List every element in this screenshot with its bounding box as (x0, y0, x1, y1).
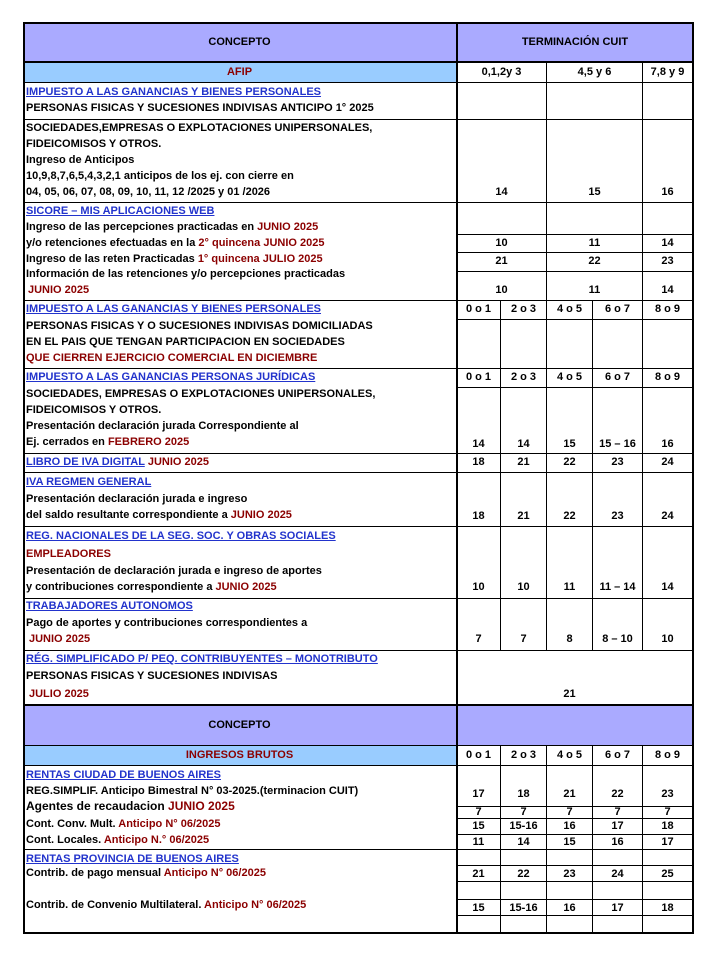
caba-v1-67: 22 (611, 788, 624, 800)
seg-soc-title[interactable]: REG. NACIONALES DE LA SEG. SOC. Y OBRAS SOCIALES (26, 530, 336, 542)
sicore-title[interactable]: SICORE – MIS APLICACIONES WEB (26, 205, 215, 217)
tax-calendar-table (23, 22, 694, 934)
sicore-line2: y/o retenciones efectuadas en la 2° quincena JUNIO 2025 (26, 237, 325, 249)
gbp2-col-01: 0 o 1 (465, 303, 492, 315)
sicore-r2-0123: 21 (495, 255, 508, 267)
monotributo-line2: JULIO 2025 (29, 688, 89, 700)
iva-01: 18 (472, 510, 485, 522)
caba-line1: REG.SIMPLIF. Anticipo Bimestral N° 03-2025.(terminacion CUIT) (26, 785, 359, 797)
caba-v3-23: 15-16 (509, 820, 538, 832)
pba-title[interactable]: RENTAS PROVINCIA DE BUENOS AIRES (26, 853, 239, 865)
pba-line2: Contrib. de Convenio Multilateral. Anticipo N° 06/2025 (26, 899, 307, 911)
caba-v2-01: 7 (475, 806, 482, 818)
caba-v1-89: 23 (661, 788, 674, 800)
sociedades-value-789: 16 (661, 186, 674, 198)
gpj-line4: Ej. cerrados en FEBRERO 2025 (26, 436, 190, 448)
gpj-col-45: 4 o 5 (556, 371, 583, 383)
caba-v1-45: 21 (563, 788, 576, 800)
sicore-line5: JUNIO 2025 (28, 284, 90, 296)
header-concepto: CONCEPTO (208, 36, 271, 48)
caba-v3-67: 17 (611, 820, 624, 832)
sociedades-line1: SOCIEDADES,EMPRESAS O EXPLOTACIONES UNIPERSONALES, (26, 122, 373, 134)
pba-v1-89: 25 (661, 868, 674, 880)
auto-89: 10 (661, 633, 674, 645)
seg-soc-line3: y contribuciones correspondiente a JUNIO 2025 (26, 581, 277, 593)
gpj-line2: FIDEICOMISOS Y OTROS. (26, 404, 162, 416)
caba-line2: Agentes de recaudacion JUNIO 2025 (26, 799, 235, 813)
iibb-label: INGRESOS BRUTOS (185, 749, 294, 761)
iibb-col-01: 0 o 1 (465, 749, 492, 761)
iva-89: 24 (661, 510, 674, 522)
afip-col-456: 4,5 y 6 (577, 66, 612, 78)
pba-line1: Contrib. de pago mensual Anticipo N° 06/2025 (26, 867, 266, 879)
caba-v2-67: 7 (614, 806, 621, 818)
gpj-value-01: 14 (472, 438, 485, 450)
autonomos-line2: JUNIO 2025 (29, 633, 91, 645)
gbp2-line3: QUE CIERREN EJERCICIO COMERCIAL EN DICIEMBRE (26, 352, 318, 364)
caba-v4-01: 11 (472, 836, 485, 848)
autonomos-title[interactable]: TRABAJADORES AUTONOMOS (26, 600, 193, 612)
iibb-col-45: 4 o 5 (556, 749, 583, 761)
gpj-col-23: 2 o 3 (510, 371, 537, 383)
auto-67: 8 – 10 (602, 633, 633, 645)
ganancias-bp-title[interactable]: IMPUESTO A LAS GANANCIAS Y BIENES PERSONALES (26, 86, 322, 98)
caba-v2-89: 7 (664, 806, 671, 818)
sicore-line3: Ingreso de las reten Practicadas 1° quincena JULIO 2025 (26, 253, 323, 265)
monotributo-value: 21 (563, 688, 576, 700)
pba-v2-67: 17 (611, 902, 624, 914)
auto-01: 7 (475, 633, 482, 645)
seg-soc-line2: Presentación de declaración jurada e ingreso de aportes (26, 565, 322, 577)
iva-45: 22 (563, 510, 576, 522)
gpj-col-67: 6 o 7 (604, 371, 631, 383)
sicore-r3-789: 14 (661, 284, 674, 296)
caba-v4-89: 17 (661, 836, 674, 848)
gbp2-line2: EN EL PAIS QUE TENGAN PARTICIPACION EN SOCIEDADES (26, 336, 345, 348)
gpj-line3: Presentación declaración jurada Correspondiente al (26, 420, 299, 432)
ganancias-bp2-title[interactable]: IMPUESTO A LAS GANANCIAS Y BIENES PERSONALES (26, 303, 322, 315)
sicore-r1-0123: 10 (495, 237, 508, 249)
pba-v1-67: 24 (611, 868, 624, 880)
iva-line2: del saldo resultante correspondiente a JUNIO 2025 (26, 509, 292, 521)
monotributo-title[interactable]: RÉG. SIMPLIFICADO P/ PEQ. CONTRIBUYENTES – MONOTRIBUTO (26, 653, 378, 665)
sicore-r3-456: 11 (588, 284, 601, 296)
gbp2-col-45: 4 o 5 (556, 303, 583, 315)
ganancias-pj-title[interactable]: IMPUESTO A LAS GANANCIAS PERSONAS JURÍDICAS (26, 371, 316, 383)
auto-45: 8 (566, 633, 573, 645)
caba-v1-23: 18 (517, 788, 530, 800)
autonomos-line1: Pago de aportes y contribuciones correspondientes a (26, 617, 308, 629)
caba-title[interactable]: RENTAS CIUDAD DE BUENOS AIRES (26, 769, 221, 781)
seg-soc-line1: EMPLEADORES (26, 548, 111, 560)
afip-label: AFIP (226, 66, 253, 78)
sicore-r2-789: 23 (661, 255, 674, 267)
sicore-r1-789: 14 (661, 237, 674, 249)
libro-iva-line: LIBRO DE IVA DIGITAL JUNIO 2025 (26, 456, 209, 468)
pba-v2-23: 15-16 (509, 902, 538, 914)
sicore-line4: Información de las retenciones y/o percepciones practicadas (26, 268, 346, 280)
segsoc-23: 10 (517, 581, 530, 593)
gpj-value-23: 14 (517, 438, 530, 450)
libro-iva-89: 24 (661, 456, 674, 468)
sicore-r3-0123: 10 (495, 284, 508, 296)
iva-23: 21 (517, 510, 530, 522)
iibb-col-23: 2 o 3 (510, 749, 537, 761)
pba-v1-01: 21 (472, 868, 485, 880)
libro-iva-23: 21 (517, 456, 530, 468)
segsoc-67: 11 – 14 (599, 581, 636, 593)
sicore-r1-456: 11 (588, 237, 601, 249)
pba-v2-45: 16 (563, 902, 576, 914)
ganancias-bp-line1: PERSONAS FISICAS Y SUCESIONES INDIVISAS ANTICIPO 1° 2025 (26, 102, 374, 114)
sociedades-line4: 10,9,8,7,6,5,4,3,2,1 anticipos de los ej. con cierre en (26, 170, 294, 182)
caba-v3-45: 16 (563, 820, 576, 832)
iibb-col-89: 8 o 9 (654, 749, 681, 761)
pba-v2-89: 18 (661, 902, 674, 914)
caba-v2-45: 7 (566, 806, 573, 818)
iva-line1: Presentación declaración jurada e ingreso (26, 493, 248, 505)
gbp2-col-89: 8 o 9 (654, 303, 681, 315)
auto-23: 7 (520, 633, 527, 645)
gpj-line1: SOCIEDADES, EMPRESAS O EXPLOTACIONES UNIPERSONALES, (26, 388, 376, 400)
caba-line3: Cont. Conv. Mult. Anticipo N° 06/2025 (26, 818, 221, 830)
gpj-value-89: 16 (661, 438, 674, 450)
pba-v1-45: 23 (563, 868, 576, 880)
gpj-col-01: 0 o 1 (465, 371, 492, 383)
sicore-line1: Ingreso de las percepciones practicadas en JUNIO 2025 (26, 221, 319, 233)
caba-v4-67: 16 (611, 836, 624, 848)
caba-line4: Cont. Locales. Anticipo N.° 06/2025 (26, 834, 210, 846)
sociedades-value-0123: 14 (495, 186, 508, 198)
sociedades-value-456: 15 (588, 186, 601, 198)
gpj-value-67: 15 – 16 (599, 438, 636, 450)
caba-v3-89: 18 (661, 820, 674, 832)
sicore-r2-456: 22 (588, 255, 601, 267)
gbp2-line1: PERSONAS FISICAS Y O SUCESIONES INDIVISAS DOMICILIADAS (26, 320, 373, 332)
gbp2-col-67: 6 o 7 (604, 303, 631, 315)
sociedades-line3: Ingreso de Anticipos (26, 154, 135, 166)
caba-v2-23: 7 (520, 806, 527, 818)
libro-iva-67: 23 (611, 456, 624, 468)
sociedades-line2: FIDEICOMISOS Y OTROS. (26, 138, 162, 150)
libro-iva-link[interactable]: LIBRO DE IVA DIGITAL (26, 456, 145, 468)
gpj-value-45: 15 (563, 438, 576, 450)
pba-v1-23: 22 (517, 868, 530, 880)
monotributo-line1: PERSONAS FISICAS Y SUCESIONES INDIVISAS (26, 670, 278, 682)
pba-v2-01: 15 (472, 902, 485, 914)
segsoc-01: 10 (472, 581, 485, 593)
caba-v4-23: 14 (517, 836, 530, 848)
concepto2-label: CONCEPTO (208, 719, 271, 731)
header-terminacion-cuit: TERMINACIÓN CUIT (521, 36, 629, 48)
caba-v1-01: 17 (472, 788, 485, 800)
afip-col-789: 7,8 y 9 (650, 66, 685, 78)
libro-iva-01: 18 (472, 456, 485, 468)
iva-67: 23 (611, 510, 624, 522)
segsoc-89: 14 (661, 581, 674, 593)
iibb-col-67: 6 o 7 (604, 749, 631, 761)
iva-title[interactable]: IVA REGMEN GENERAL (26, 476, 152, 488)
gbp2-col-23: 2 o 3 (510, 303, 537, 315)
caba-v4-45: 15 (563, 836, 576, 848)
segsoc-45: 11 (563, 581, 576, 593)
libro-iva-45: 22 (563, 456, 576, 468)
sociedades-line5: 04, 05, 06, 07, 08, 09, 10, 11, 12 /2025 y 01 /2026 (26, 186, 271, 198)
gpj-col-89: 8 o 9 (654, 371, 681, 383)
caba-v3-01: 15 (472, 820, 485, 832)
afip-col-0123: 0,1,2y 3 (481, 66, 522, 78)
